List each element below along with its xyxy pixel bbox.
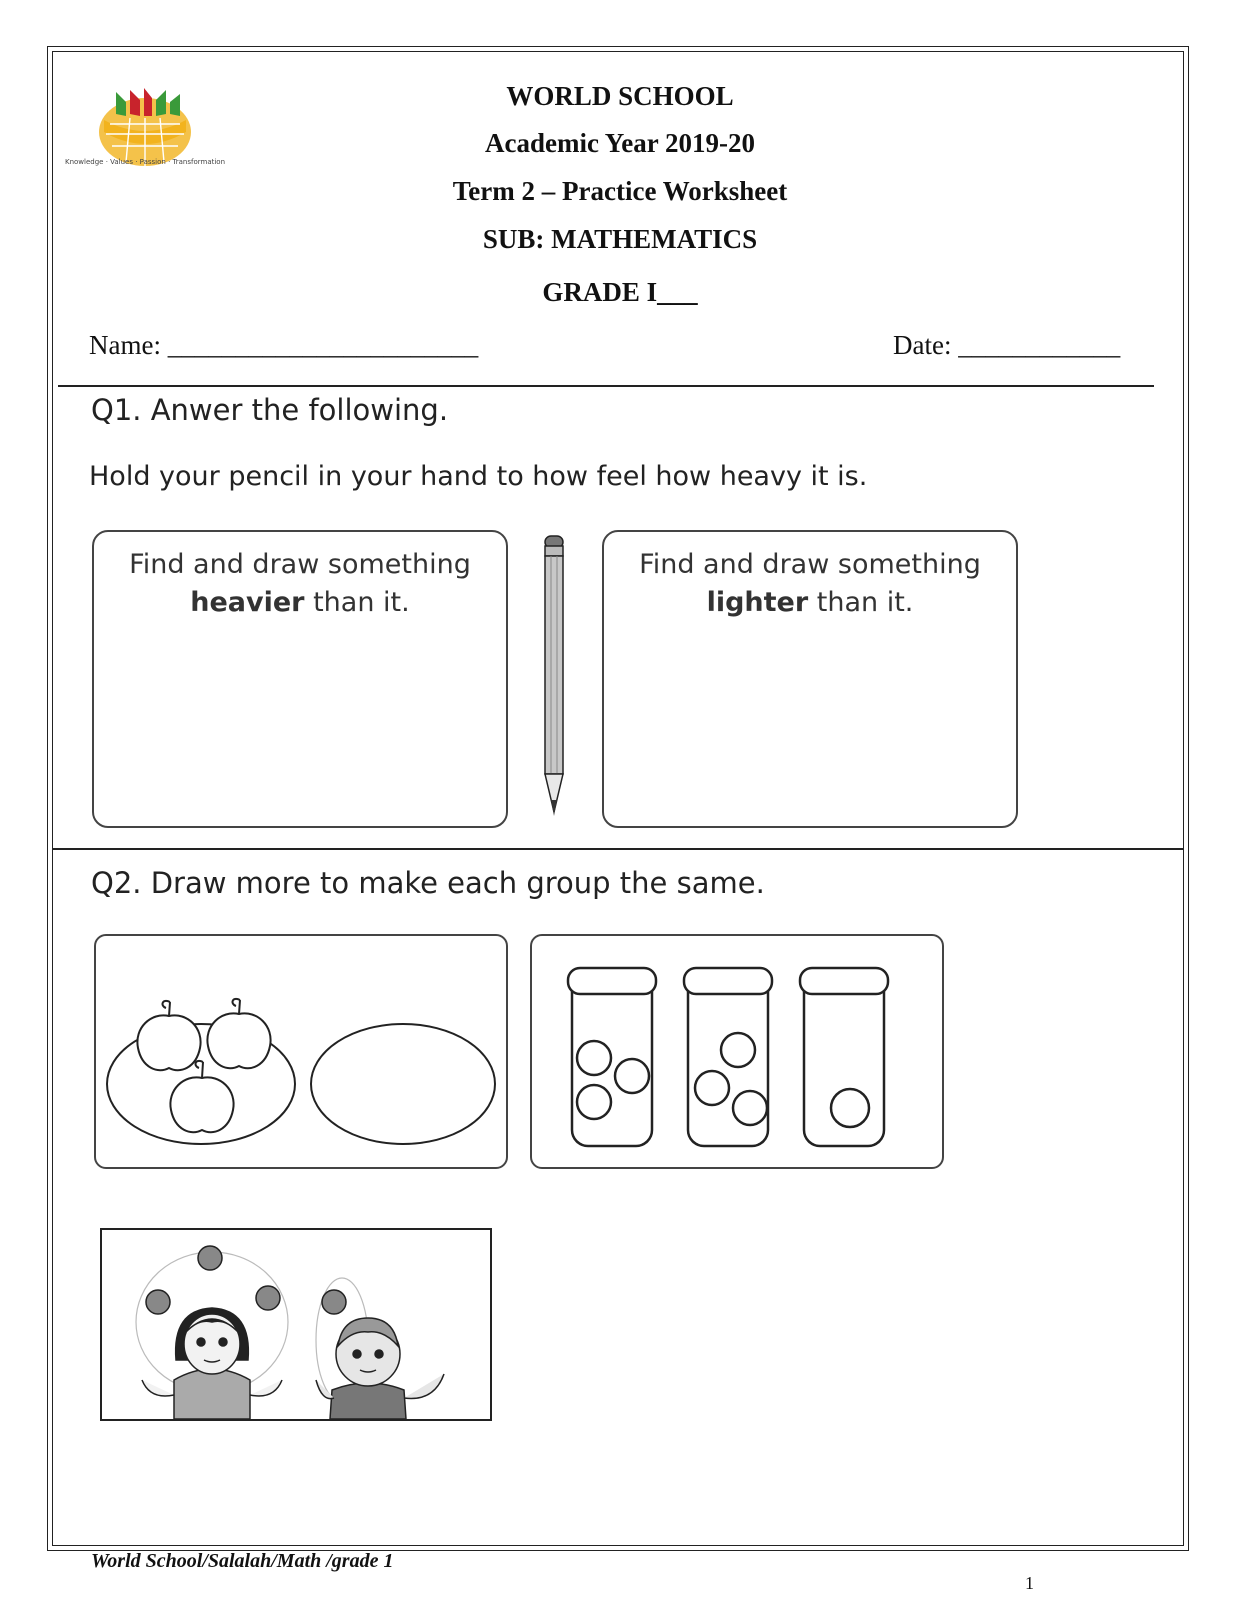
section-divider-2 [53,848,1183,850]
name-field[interactable] [89,330,478,361]
empty-plate [311,1024,495,1144]
jar-icon [568,968,656,1146]
q1-instruction: Hold your pencil in your hand to how feel how heavy it is. [89,461,868,492]
logo-motto: Knowledge · Values · Passion · Transformation [64,158,226,166]
jar-icon [684,968,772,1146]
apple-icon [207,999,270,1068]
lighter-box-rest: than it. [808,587,914,618]
lighter-box-line1: Find and draw something [639,549,981,580]
jugglers-group-box [100,1228,492,1421]
q1-title: Q1. Anwer the following. [91,393,449,427]
name-blank[interactable]: _______________________ [167,330,479,360]
academic-year: Academic Year 2019-20 [485,128,755,158]
boy-juggler [316,1318,444,1419]
section-divider [58,385,1154,387]
girl-juggler [142,1308,282,1419]
heavier-keyword: heavier [190,587,305,618]
jars-illustration [532,936,942,1167]
page-number: 1 [1025,1573,1034,1593]
heavier-box-rest: than it. [304,587,410,618]
name-label: Name: [89,330,161,360]
ball-icon [256,1286,280,1310]
ball-icon [198,1246,222,1270]
plates-illustration [96,936,506,1167]
pencil-icon [536,534,572,824]
lighter-drawing-box[interactable] [602,530,1018,828]
jar-icon [800,968,888,1146]
q2-title: Q2. Draw more to make each group the same. [91,866,765,900]
plates-group-box [94,934,508,1169]
jars-group-box [530,934,944,1169]
heavier-box-line1: Find and draw something [129,549,471,580]
lighter-keyword: lighter [706,587,809,618]
worksheet-title: Term 2 – Practice Worksheet [452,176,788,206]
heavier-drawing-box[interactable] [92,530,508,828]
apple-icon [170,1061,233,1132]
date-field[interactable] [893,330,1120,361]
subject-line: SUB: MATHEMATICS [482,224,758,254]
ball-icon [146,1290,170,1314]
date-label: Date: [893,330,952,360]
school-name: WORLD SCHOOL [506,81,734,111]
footer-text: World School/Salalah/Math /grade 1 [91,1550,394,1572]
apple-icon [137,1001,200,1070]
grade-line: GRADE I___ [542,277,698,307]
ball-icon [322,1290,346,1314]
school-logo [64,80,226,170]
jugglers-illustration [102,1230,490,1419]
date-blank[interactable]: ____________ [958,330,1121,360]
